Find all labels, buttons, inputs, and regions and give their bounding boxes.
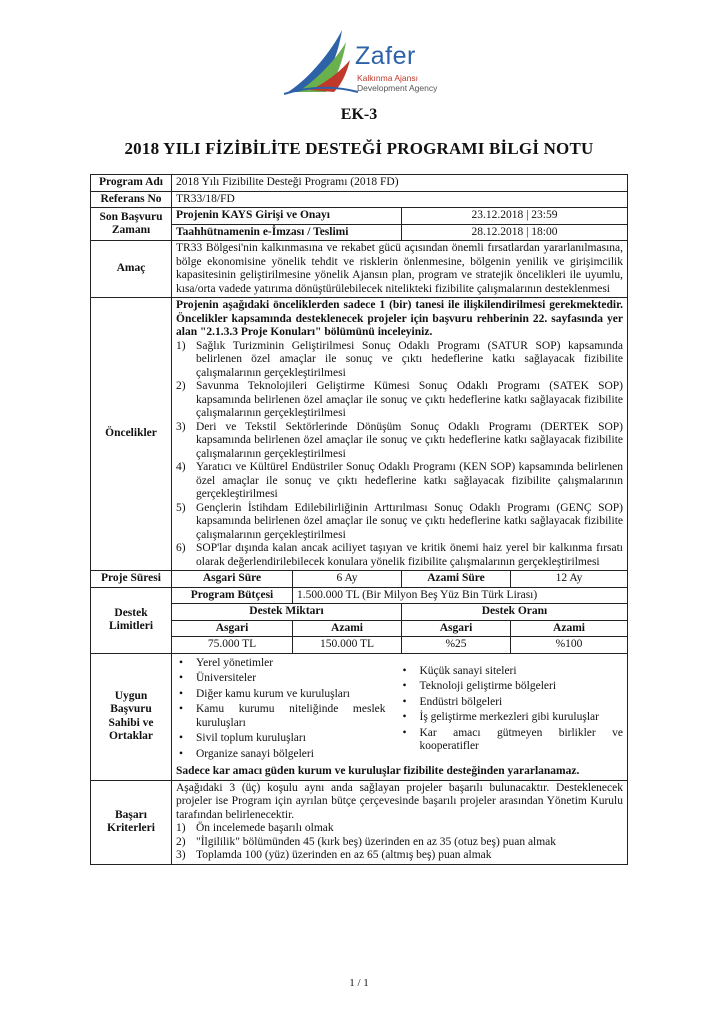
uygun-item-text: Üniversiteler — [196, 672, 257, 684]
oncelik-number: 5) — [176, 501, 186, 514]
limit-label-line2: Limitleri — [108, 620, 154, 632]
oncelik-number: 6) — [176, 542, 186, 554]
oncelikler-label: Öncelikler — [91, 298, 172, 571]
oncelik-item — [176, 502, 623, 543]
logo-subtitle-en: Development Agency — [357, 83, 438, 93]
uygun-item — [176, 657, 386, 671]
deadline-kays-label: Projenin KAYS Girişi ve Onayı — [172, 208, 402, 225]
basari-item — [176, 849, 623, 863]
oncelik-number: 1) — [176, 339, 186, 352]
oncelik-text: Yaratıcı ve Kültürel Endüstriler Sonuç Odaklı Programı (KEN SOP) kapsamında belirlenen özel amaçlar ile sonuç ve çıktı hedeflerine katkı sağlayacak fizibilite çalışmalarının gerçekleştirilmesi — [196, 461, 623, 500]
oncelik-text: SOP'lar dışında kalan ancak aciliyet taşıyan ve kritik önemi haiz yerel bir kalkınma fırsatı olarak değerlendirilebilecek konulara yönelik fizibilite çalışmalarının gerçekleştirilmesi — [196, 542, 623, 568]
basari-number: 3) — [176, 849, 186, 861]
referans-value: TR33/18/FD — [172, 191, 628, 208]
uygun-item — [176, 732, 386, 746]
uygun-item — [400, 696, 624, 710]
oncelik-text: Savunma Teknolojileri Geliştirme Kümesi Sonuç Odaklı Programı (SATEK SOP) kapsamında belirlenen özel amaçlar ile sonuç ve çıktı hedeflerine katkı sağlayacak fizibilite çalışmalarının gerçekleştirilmesi — [196, 380, 623, 419]
oncelik-item — [176, 542, 623, 569]
uygun-left-list — [176, 657, 386, 762]
uygun-item-text: Yerel yönetimler — [196, 656, 274, 669]
basari-content — [172, 780, 628, 864]
bullet-icon: • — [179, 732, 184, 744]
oran-azami-header: Azami — [511, 620, 628, 637]
sure-asgari-label: Asgari Süre — [172, 571, 293, 588]
oran-azami-value: %100 — [511, 637, 628, 654]
uygun-left-column — [176, 657, 400, 764]
basari-item-text: "İlgililik" bölümünden 45 (kırk beş) üzerinden en az 35 (otuz beş) puan almak — [196, 835, 557, 848]
uygun-note: Sadece kar amacı güden kurum ve kuruluşlar fizibilite desteğinden yararlanamaz. — [176, 765, 580, 777]
sure-label: Proje Süresi — [91, 571, 172, 588]
oncelik-item — [176, 340, 623, 381]
oncelikler-intro: Projenin aşağıdaki önceliklerden sadece 1 (bir) tanesi ile ilişkilendirilmesi gerekmektedir. Öncelikler kapsamında desteklenecek projeler için başvuru rehberinin 22. sayfasında yer alan "2.1.3.3 Proje Konuları" bölümünü inceleyiniz. — [176, 299, 623, 338]
deadline-row-2 — [91, 224, 628, 241]
oncelik-text: Sağlık Turizminin Geliştirilmesi Sonuç Odaklı Programı (SATUR SOP) kapsamında belirlenen özel amaçlar ile sonuç ve çıktı hedeflerine katkı sağlayacak fizibilite çalışmalarının gerçekleştirilmesi — [196, 339, 623, 379]
sure-row — [91, 571, 628, 588]
uygun-item-text: Diğer kamu kurum ve kuruluşları — [196, 687, 350, 700]
butce-label: Program Bütçesi — [172, 587, 293, 604]
uygun-item-text: Küçük sanayi siteleri — [419, 664, 517, 677]
program-label: Program Adı — [91, 175, 172, 192]
bullet-icon: • — [402, 664, 407, 677]
basari-label-line1: Başarı — [115, 808, 147, 821]
bullet-icon: • — [179, 672, 184, 684]
oran-asgari-header: Asgari — [402, 620, 511, 637]
oran-header: Destek Oranı — [402, 604, 628, 621]
referans-label: Referans No — [91, 191, 172, 208]
uygun-label-line1: Uygun — [114, 689, 148, 702]
logo-subtitle-tr: Kalkınma Ajansı — [357, 73, 418, 83]
deadline-eimza-date: 28.12.2018 | 18:00 — [402, 224, 628, 241]
oncelikler-content — [172, 298, 628, 571]
deadline-row-1 — [91, 208, 628, 225]
oncelik-item — [176, 421, 623, 462]
basari-item-text: Toplamda 100 (yüz) üzerinden en az 65 (altmış beş) puan almak — [196, 849, 492, 861]
miktar-azami-header: Azami — [293, 620, 402, 637]
uygun-item — [400, 727, 624, 754]
amac-row — [91, 241, 628, 298]
basari-label-line2: Kriterleri — [107, 822, 155, 834]
butce-value: 1.500.000 TL (Bir Milyon Beş Yüz Bin Türk Lirası) — [293, 587, 628, 604]
basari-item — [176, 836, 623, 850]
basari-list — [176, 822, 623, 863]
oncelik-number: 2) — [176, 380, 186, 392]
uygun-label-line4: Ortaklar — [108, 730, 154, 742]
page-number: 1 / 1 — [349, 977, 369, 989]
limit-label — [91, 587, 172, 653]
oncelik-text: Gençlerin İstihdam Edilebilirliğinin Arttırılması Sonuç Odaklı Programı (GENÇ SOP) kapsamında belirlenen özel amaçlar ile sonuç ve çıktı hedeflerine katkı sağlayacak fizibilite çalışmalarının gerçekleştirilmesi — [196, 501, 623, 541]
deadline-label-line1: Son Başvuru — [99, 210, 163, 223]
oncelik-text: Deri ve Tekstil Sektörlerinde Dönüşüm Sonuç Odaklı Programı (DERTEK SOP) kapsamında belirlenen özel amaçlar ile sonuç ve çıktı hedeflerine katkı sağlayacak fizibilite çalışmalarının gerçekleştirilmesi — [196, 420, 623, 460]
uygun-item-text: Kamu kurumu niteliğinde meslek kuruluşları — [196, 703, 386, 729]
oncelik-item — [176, 380, 623, 421]
uygun-item — [176, 688, 386, 702]
basari-number: 2) — [176, 835, 186, 848]
uygun-item-text: Teknoloji geliştirme bölgeleri — [419, 680, 557, 692]
uygun-label — [91, 653, 172, 780]
sure-asgari-value: 6 Ay — [293, 571, 402, 588]
oran-asgari-value: %25 — [402, 637, 511, 654]
uygun-item — [400, 711, 624, 725]
basari-item — [176, 822, 623, 836]
miktar-asgari-header: Asgari — [172, 620, 293, 637]
uygun-content — [172, 653, 628, 780]
oncelik-number: 3) — [176, 420, 186, 433]
sure-azami-value: 12 Ay — [511, 571, 628, 588]
amac-label: Amaç — [91, 241, 172, 298]
butce-row — [91, 587, 628, 604]
uygun-row — [91, 653, 628, 780]
limit-subheader-row — [91, 620, 628, 637]
uygun-item-text: Endüstri bölgeleri — [419, 695, 503, 708]
uygun-item — [176, 748, 386, 762]
basari-number: 1) — [176, 822, 186, 834]
oncelik-number: 4) — [176, 461, 186, 473]
uygun-item — [400, 665, 624, 679]
uygun-item — [400, 680, 624, 694]
miktar-header: Destek Miktarı — [172, 604, 402, 621]
deadline-label — [91, 208, 172, 241]
uygun-lists — [176, 657, 623, 764]
deadline-eimza-label: Taahhütnamenin e-İmzası / Teslimi — [172, 224, 402, 241]
referans-row — [91, 191, 628, 208]
miktar-asgari-value: 75.000 TL — [172, 637, 293, 654]
deadline-label-line2: Zamanı — [111, 224, 151, 236]
uygun-right-column — [400, 657, 624, 764]
annex-label: EK-3 — [340, 106, 378, 123]
uygun-label-line2: Başvuru — [110, 703, 152, 715]
program-row — [91, 175, 628, 192]
uygun-item-text: Kar amacı gütmeyen birlikler ve kooperatifler — [419, 726, 623, 752]
limit-label-line1: Destek — [114, 606, 148, 619]
program-value: 2018 Yılı Fizibilite Desteği Programı (2018 FD) — [172, 175, 628, 192]
uygun-item — [176, 703, 386, 730]
document-title: 2018 YILI FİZİBİLİTE DESTEĞİ PROGRAMI BİLGİ NOTU — [124, 139, 594, 158]
deadline-kays-date: 23.12.2018 | 23:59 — [402, 208, 628, 225]
uygun-label-line3: Sahibi ve — [108, 716, 154, 729]
uygun-item-text: Sivil toplum kuruluşları — [196, 732, 306, 744]
zafer-logo — [280, 26, 450, 98]
oncelikler-list — [176, 340, 623, 570]
uygun-item-text: İş geliştirme merkezleri gibi kuruluşlar — [419, 711, 599, 723]
limit-values-row — [91, 637, 628, 654]
bullet-icon: • — [402, 680, 407, 692]
bullet-icon: • — [402, 711, 407, 723]
uygun-item — [176, 672, 386, 686]
oncelikler-row — [91, 298, 628, 571]
bullet-icon: • — [179, 656, 184, 669]
logo-sail-icon — [280, 26, 360, 98]
miktar-azami-value: 150.000 TL — [293, 637, 402, 654]
bullet-icon: • — [179, 687, 184, 700]
amac-text: TR33 Bölgesi'nin kalkınmasına ve rekabet gücü açısından önemli fırsatlardan yararlanılmasına, bölge ekonomisine yönelik tehdit ve risklerin önlenmesine, bölgenin yenilik ve girişimcilik kapasitesinin geliştirilmesine yönelik Ajansın plan, program ve stratejik öncelikleri ile uyumlu, kısa/orta vadede yatırıma dönüştürülebilecek nitelikteki fizibilite çalışmalarının desteklenmesi — [172, 241, 628, 298]
uygun-item-text: Organize sanayi bölgeleri — [196, 747, 314, 760]
info-table — [90, 174, 628, 865]
uygun-right-list — [400, 665, 624, 754]
bullet-icon: • — [402, 695, 407, 708]
bullet-icon: • — [179, 703, 184, 715]
logo-brand: Zafer — [355, 42, 416, 70]
bullet-icon: • — [179, 747, 184, 760]
basari-label — [91, 780, 172, 864]
oncelik-item — [176, 461, 623, 502]
basari-text: Aşağıdaki 3 (üç) koşulu aynı anda sağlayan projeler başarılı bulunacaktır. Desteklenecek projeler ise Program için ayrılan bütçe çerçevesinde başarılı projeler arasından Yönetim Kurulu tarafından belirlenecektir. — [176, 781, 623, 821]
bullet-icon: • — [402, 726, 407, 739]
sure-azami-label: Azami Süre — [402, 571, 511, 588]
basari-row — [91, 780, 628, 864]
basari-item-text: Ön incelemede başarılı olmak — [196, 822, 334, 834]
limit-header-row — [91, 604, 628, 621]
